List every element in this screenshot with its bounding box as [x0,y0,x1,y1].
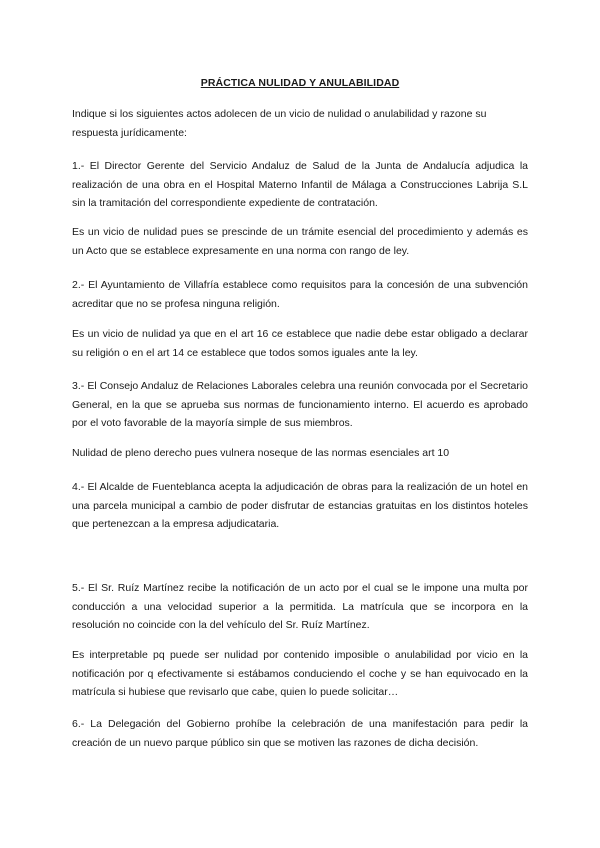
answer-1: Es un vicio de nulidad pues se prescinde de un trámite esencial del procedimiento y además es un Acto que se establece expresamente en una norma con rango de ley. [72,226,528,257]
question-1: 1.- El Director Gerente del Servicio Andaluz de Salud de la Junta de Andalucía adjudica la realización de una obra en el Hospital Materno Infantil de Málaga a Construcciones Labrija S.L sin la tramitación del correspondiente expediente de contratación. [72,160,528,210]
question-2: 2.- El Ayuntamiento de Villafría establece como requisitos para la concesión de una subvención acreditar que no se profesa ninguna religión. [72,279,528,310]
answer-3: Nulidad de pleno derecho pues vulnera noseque de las normas esenciales art 10 [72,447,450,459]
answer-2: Es un vicio de nulidad ya que en el art 16 ce establece que nadie debe estar obligado a declarar su religión o en el art 14 ce establece que todos somos iguales ante la ley. [72,328,528,359]
document-title: PRÁCTICA NULIDAD Y ANULABILIDAD [200,77,400,89]
answer-5: Es interpretable pq puede ser nulidad por contenido imposible o anulabilidad por vicio en la notificación por q efectivamente si estábamos conduciendo el coche y se han equivocado en la matrícula si hubiese que revisarlo que cabe, quien lo puede solicitar… [72,649,528,699]
question-4: 4.- El Alcalde de Fuenteblanca acepta la adjudicación de obras para la realización de un hotel en una parcela municipal a cambio de poder disfrutar de estancias gratuitas en los distintos hoteles que pertenezcan a la empresa adjudicataria. [72,481,528,531]
question-3: 3.- El Consejo Andaluz de Relaciones Laborales celebra una reunión convocada por el Secretario General, en la que se aprueba sus normas de funcionamiento interno. El acuerdo es aprobado por el voto favorable de la mayoría simple de sus miembros. [72,380,528,430]
question-5: 5.- El Sr. Ruíz Martínez recibe la notificación de un acto por el cual se le impone una multa por conducción a una velocidad superior a la permitida. La matrícula que se incorpora en la resolución no coincide con la del vehículo del Sr. Ruíz Martínez. [72,582,528,632]
question-6: 6.- La Delegación del Gobierno prohíbe la celebración de una manifestación para pedir la creación de un nuevo parque público sin que se motiven las razones de dicha decisión. [72,718,528,749]
intro-paragraph: Indique si los siguientes actos adolecen de un vicio de nulidad o anulabilidad y razone su respuesta jurídicamente: [72,108,487,139]
